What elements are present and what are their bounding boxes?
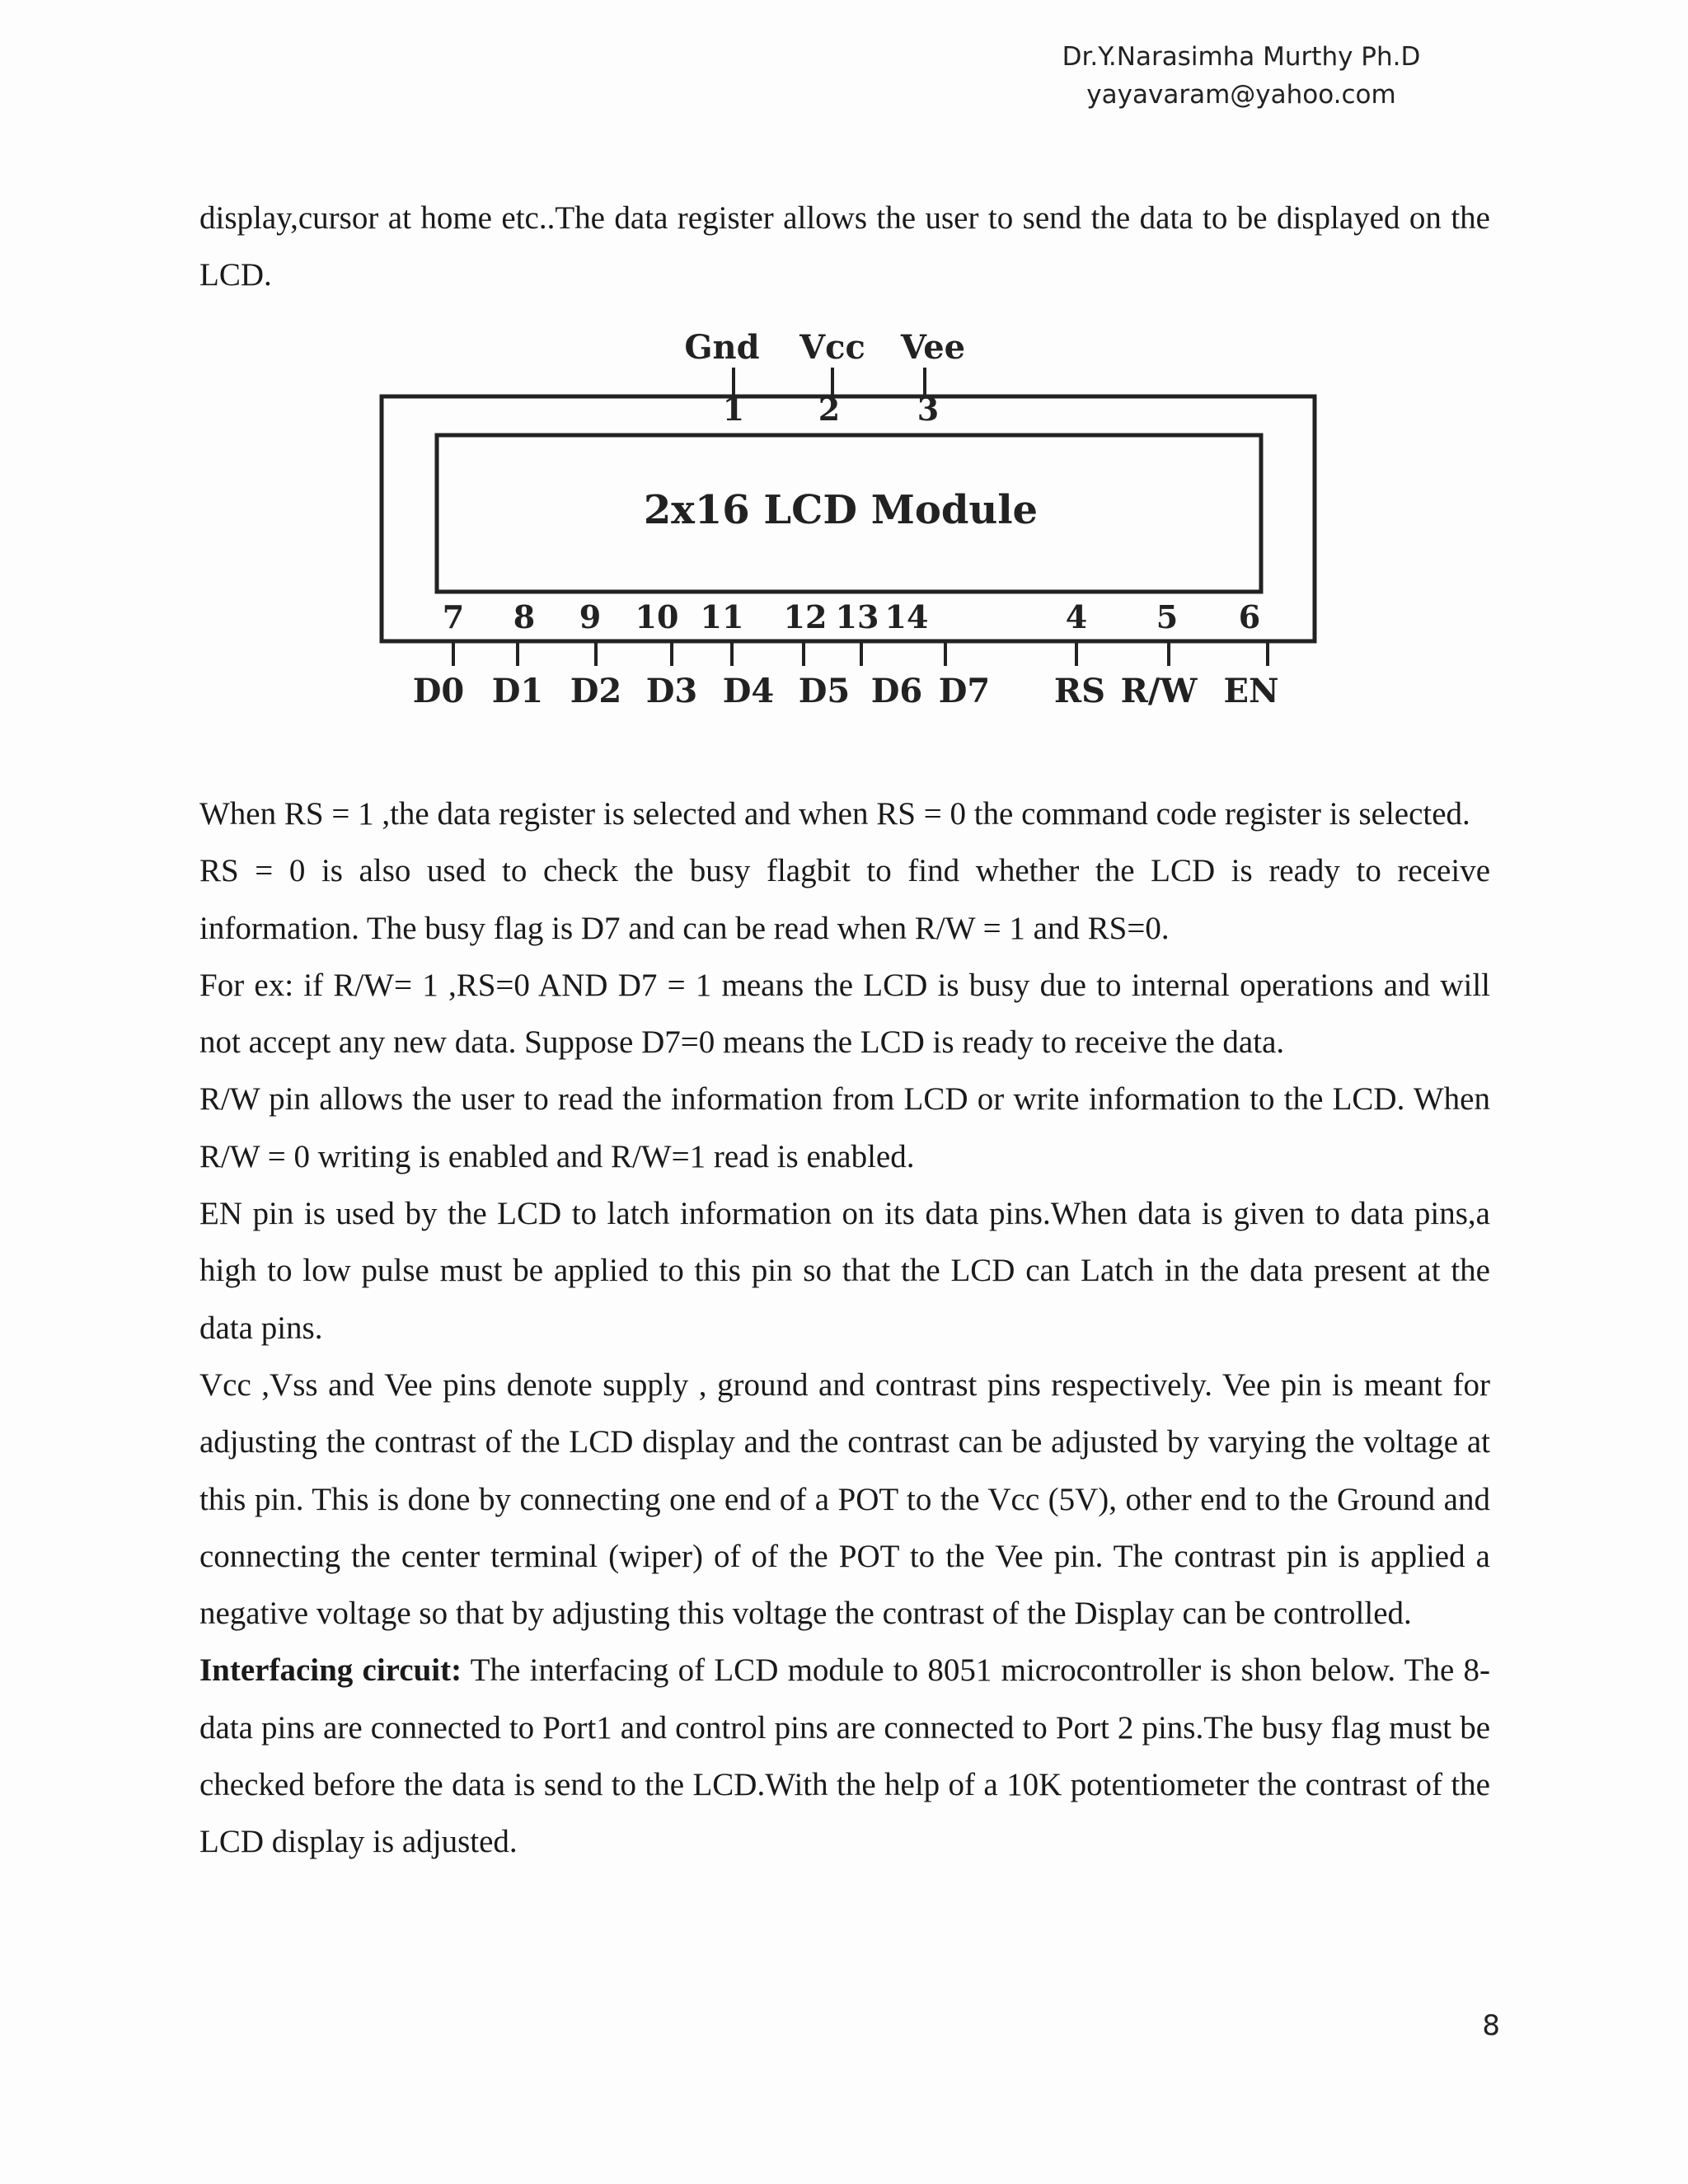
- pin-name-d0: D0: [412, 672, 465, 710]
- pin-number-9: 9: [579, 598, 602, 635]
- pin-number-13: 13: [835, 598, 879, 635]
- pin-name-d2: D2: [570, 672, 622, 710]
- interfacing-text: The interfacing of LCD module to 8051 microcontroller is shon below. The 8-data pins are connected to Port1 and control pins are connected to Port 2 pins.The busy flag must be checked before the data is send to the LCD.With the help of a 10K potentiometer the contrast of the LCD display is adjusted.: [199, 1652, 1490, 1860]
- pin-number-6: 6: [1238, 598, 1261, 635]
- pin-number-7: 7: [442, 598, 465, 635]
- page-number: 8: [1482, 2009, 1500, 2042]
- paragraph-en-pin: EN pin is used by the LCD to latch information on its data pins.When data is given to data pins,a high to low pulse must be applied to this pin so that the LCD can Latch in the data present at the data pins.: [199, 1196, 1490, 1346]
- pin-name-d5: D5: [798, 672, 851, 710]
- paragraph-interfacing: [199, 1642, 1490, 1870]
- bottom-pin-d1: [492, 598, 544, 710]
- interfacing-heading: Interfacing circuit:: [199, 1652, 462, 1689]
- pin-number-14: 14: [884, 598, 929, 635]
- pin-name-vee: Vee: [900, 328, 966, 367]
- pin-name-d4: D4: [722, 672, 775, 710]
- bottom-pin-en: [1223, 598, 1278, 710]
- pin-number-3: 3: [917, 391, 940, 428]
- author-email: yayavaram@yahoo.com: [1086, 80, 1396, 110]
- paragraph-busy-flag: RS = 0 is also used to check the busy flagbit to find whether the LCD is ready to receive information. The busy flag is D7 and can be read when R/W = 1 and RS=0.: [199, 853, 1490, 946]
- top-pin-vee: [900, 328, 965, 428]
- pin-name-d6: D6: [870, 672, 923, 710]
- pin-number-2: 2: [818, 391, 841, 428]
- lcd-diagram-svg: [363, 313, 1335, 725]
- paragraph-rs-select: When RS = 1 ,the data register is selected and when RS = 0 the command code register is selected.: [199, 796, 1470, 832]
- pin-number-4: 4: [1065, 598, 1088, 635]
- top-pin-gnd: [684, 328, 759, 428]
- pin-name-rs: RS: [1053, 672, 1106, 710]
- pin-name-gnd: Gnd: [684, 328, 760, 367]
- pin-number-1: 1: [722, 391, 745, 428]
- pin-name-d3: D3: [645, 672, 698, 710]
- author-name: Dr.Y.Narasimha Murthy Ph.D: [1062, 42, 1421, 72]
- paragraph-example: For ex: if R/W= 1 ,RS=0 AND D7 = 1 means the LCD is busy due to internal operations and will not accept any new data. Suppose D7=0 means the LCD is ready to receive the data.: [199, 967, 1490, 1061]
- pin-number-5: 5: [1156, 598, 1179, 635]
- pin-number-10: 10: [635, 598, 679, 635]
- pin-name-d7: D7: [938, 672, 991, 710]
- top-pin-vcc: [799, 328, 865, 428]
- intro-paragraph: display,cursor at home etc..The data register allows the user to send the data to be displayed on the LCD.: [199, 200, 1490, 293]
- page-header: [989, 38, 1493, 114]
- bottom-pin-rs: [1054, 598, 1105, 710]
- paragraph-supply-pins: Vcc ,Vss and Vee pins denote supply , ground and contrast pins respectively. Vee pin is meant for adjusting the contrast of the LCD display and the contrast can be adjusted by varying the voltage at this pin. This is done by connecting one end of a POT to the Vcc (5V), other end to the Ground and connecting the center terminal (wiper) of of the POT to the Vee pin. The contrast pin is applied a negative voltage so that by adjusting this voltage the contrast of the Display can be controlled.: [199, 1366, 1490, 1632]
- pin-name-vcc: Vcc: [799, 328, 865, 367]
- lcd-pin-diagram: [363, 313, 1335, 725]
- pin-number-12: 12: [783, 598, 828, 635]
- bottom-pin-rw: [1121, 598, 1198, 710]
- bottom-pin-d4: [701, 598, 775, 710]
- bottom-pin-d2: [570, 598, 622, 710]
- paragraph-rw-pin: R/W pin allows the user to read the information from LCD or write information to the LCD. When R/W = 0 writing is enabled and R/W=1 read is enabled.: [199, 1081, 1490, 1174]
- bottom-pin-d3: [635, 598, 698, 710]
- lcd-module-label: 2x16 LCD Module: [643, 487, 1039, 533]
- pin-name-en: EN: [1223, 672, 1279, 710]
- pin-name-d1: D1: [491, 672, 544, 710]
- bottom-pin-d0: [413, 598, 465, 710]
- body-text: [199, 785, 1490, 1871]
- pin-name-rw: R/W: [1120, 672, 1198, 710]
- pin-number-11: 11: [700, 598, 744, 635]
- pin-number-8: 8: [513, 598, 536, 635]
